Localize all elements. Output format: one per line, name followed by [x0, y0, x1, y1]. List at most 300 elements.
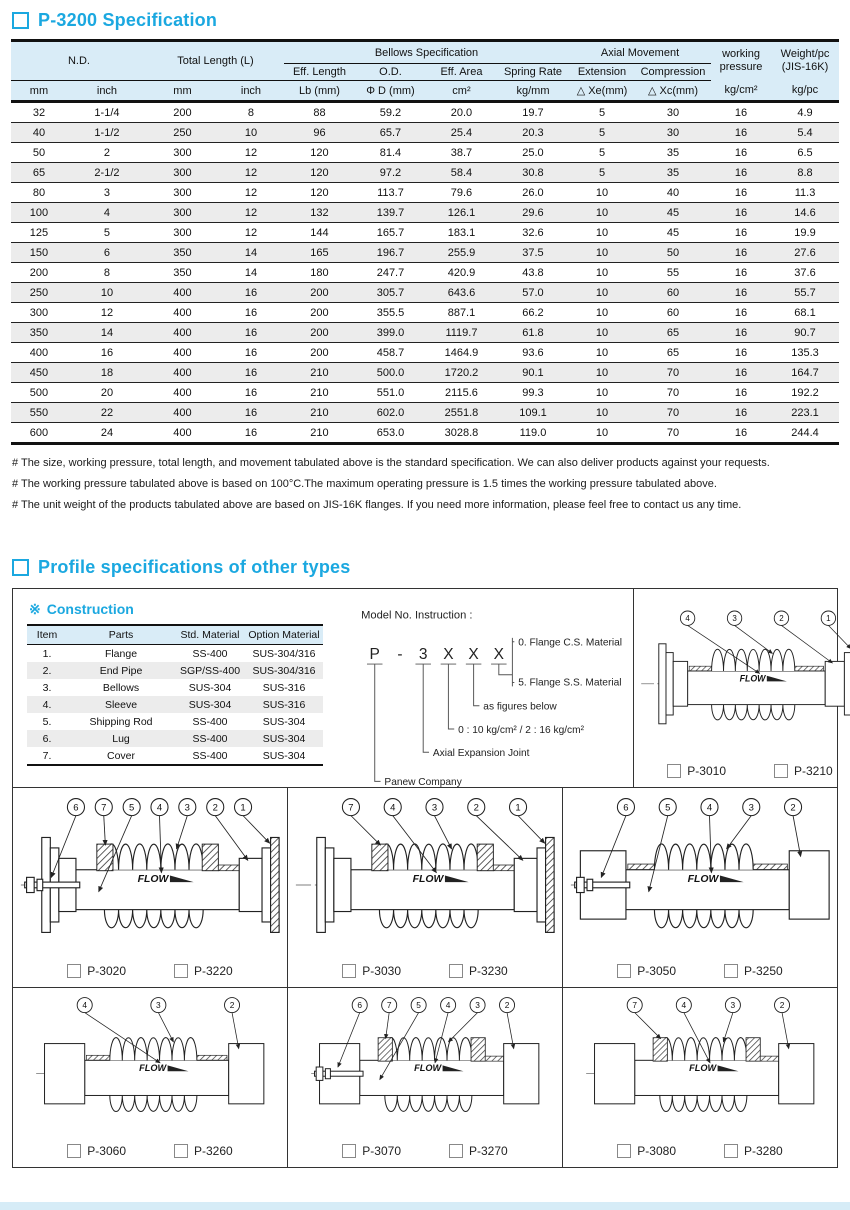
- table-cell: 1-1/2: [67, 123, 147, 143]
- table-cell: 14: [67, 323, 147, 343]
- table-cell: 5: [67, 223, 147, 243]
- right-pipe: [229, 1044, 264, 1104]
- model-option: [617, 1144, 676, 1158]
- table-cell: 35: [635, 143, 711, 163]
- table-cell: 7.: [42, 749, 52, 762]
- table-cell: 500.0: [355, 363, 426, 383]
- table-cell: 68.1: [771, 303, 839, 323]
- left-pipe: [334, 858, 351, 911]
- callout-number: 6: [73, 802, 79, 814]
- unit-cell: kg/cm²: [711, 81, 771, 102]
- table-cell: 355.5: [355, 303, 426, 323]
- callout-number: 2: [779, 614, 784, 623]
- svg-text:as figures below: as figures below: [483, 701, 557, 713]
- bellows-lower: [379, 910, 478, 928]
- model-checkbox[interactable]: [617, 1144, 631, 1158]
- table-cell: 1464.9: [426, 343, 497, 363]
- table-cell: 11.3: [771, 183, 839, 203]
- joint-drawing: [17, 990, 283, 1139]
- footnote: # The working pressure tabulated above is based on 100°C.The maximum operating pressure is 1.5 times the working pressure tabulated above.: [12, 478, 717, 490]
- table-cell: 400: [147, 423, 218, 444]
- table-cell: 5.: [42, 715, 52, 728]
- table-cell: SGP/SS-400: [179, 664, 241, 677]
- table-cell: 70: [635, 403, 711, 423]
- table-cell: 653.0: [355, 423, 426, 444]
- col-group-axial: Axial Movement: [569, 41, 711, 64]
- table-cell: 35: [635, 163, 711, 183]
- model-checkbox[interactable]: [67, 1144, 81, 1158]
- table-cell: 2: [67, 143, 147, 163]
- table-cell: 200: [11, 263, 67, 283]
- drawing-panel: [633, 589, 850, 787]
- table-cell: 45: [635, 203, 711, 223]
- table-cell: 400: [11, 343, 67, 363]
- rod-nut: [316, 1067, 323, 1080]
- table-cell: 300: [11, 303, 67, 323]
- col-weight: Weight/pc (JIS-16K): [771, 41, 839, 81]
- svg-text:X: X: [493, 646, 504, 664]
- table-cell: 37.6: [771, 263, 839, 283]
- table-cell: 16: [711, 303, 771, 323]
- table-cell: 90.7: [771, 323, 839, 343]
- table-cell: 16: [218, 363, 284, 383]
- rod-nut: [37, 879, 43, 890]
- right-pipe: [825, 661, 844, 706]
- unit-cell: Lb (mm): [284, 81, 355, 102]
- construction-heading: ※ Construction: [29, 601, 134, 617]
- table-cell: 8: [67, 263, 147, 283]
- table-cell: 550: [11, 403, 67, 423]
- model-label: P-3010: [687, 764, 726, 778]
- table-cell: 20: [67, 383, 147, 403]
- unit-cell: kg/mm: [497, 81, 569, 102]
- model-instruction-block: [339, 599, 629, 787]
- table-cell: 20.3: [497, 123, 569, 143]
- table-cell: 30: [635, 123, 711, 143]
- col-group-bellows: Bellows Specification: [284, 41, 569, 64]
- joint-drawing: [567, 990, 833, 1139]
- table-cell: 10: [569, 363, 635, 383]
- table-cell: 40: [11, 123, 67, 143]
- model-option: [449, 964, 508, 978]
- model-option: [724, 1144, 783, 1158]
- table-cell: 5: [569, 163, 635, 183]
- model-option: [449, 1144, 508, 1158]
- table-cell: 400: [147, 363, 218, 383]
- rod-nut: [325, 1069, 330, 1079]
- callout-number: 4: [390, 802, 396, 814]
- table-cell: 8: [218, 102, 284, 123]
- model-checkbox[interactable]: [449, 1144, 463, 1158]
- table-cell: 16: [711, 403, 771, 423]
- table-cell: 109.1: [497, 403, 569, 423]
- table-cell: 210: [284, 403, 355, 423]
- table-cell: 14.6: [771, 203, 839, 223]
- table-row: [27, 679, 323, 696]
- table-cell: 420.9: [426, 263, 497, 283]
- table-cell: 458.7: [355, 343, 426, 363]
- cover-band: [485, 1056, 503, 1061]
- col-eff-length: Eff. Length: [284, 64, 355, 81]
- table-cell: 400: [147, 303, 218, 323]
- table-cell: 80: [11, 183, 67, 203]
- table-row: [11, 143, 839, 163]
- unit-cell: kg/pc: [771, 81, 839, 102]
- table-cell: 55: [635, 263, 711, 283]
- table-row: [27, 662, 323, 679]
- col-eff-area: Eff. Area: [426, 64, 497, 81]
- table-row: [11, 223, 839, 243]
- callout-number: 7: [386, 999, 392, 1010]
- square-bullet-icon: [12, 12, 29, 29]
- model-label: P-3050: [637, 964, 676, 978]
- table-cell: 350: [11, 323, 67, 343]
- model-checkbox[interactable]: [617, 964, 631, 978]
- model-checkbox[interactable]: [449, 964, 463, 978]
- cover-collar-left: [372, 844, 388, 871]
- table-cell: 2115.6: [426, 383, 497, 403]
- table-cell: 10: [569, 283, 635, 303]
- model-label: P-3080: [637, 1144, 676, 1158]
- svg-text:X: X: [468, 646, 479, 664]
- callout-number: 6: [357, 999, 363, 1010]
- flow-label: FLOW: [689, 1063, 717, 1074]
- table-cell: Bellows: [102, 681, 140, 694]
- model-checkbox[interactable]: [724, 964, 738, 978]
- table-cell: SS-400: [192, 715, 228, 728]
- page-title: [12, 10, 850, 31]
- bellows-upper: [654, 844, 753, 870]
- table-cell: 5: [569, 123, 635, 143]
- table-cell: 16: [218, 283, 284, 303]
- flow-label: FLOW: [137, 874, 169, 886]
- table-cell: 305.7: [355, 283, 426, 303]
- left-pipe: [45, 1044, 85, 1104]
- table-cell: 10: [218, 123, 284, 143]
- cover-collar-right: [746, 1038, 760, 1061]
- table-cell: 32.6: [497, 223, 569, 243]
- model-label: P-3030: [362, 964, 401, 978]
- model-checkbox[interactable]: [67, 964, 81, 978]
- table-cell: 12: [218, 143, 284, 163]
- table-cell: 16: [711, 363, 771, 383]
- right-pipe: [239, 858, 262, 911]
- table-cell: 600: [11, 423, 67, 444]
- table-cell: 16: [218, 303, 284, 323]
- table-row: [11, 263, 839, 283]
- right-pipe: [779, 1044, 814, 1104]
- col-spring-rate: Spring Rate: [497, 64, 569, 81]
- table-cell: 37.5: [497, 243, 569, 263]
- table-cell: 200: [147, 102, 218, 123]
- table-cell: 1-1/4: [67, 102, 147, 123]
- table-cell: 200: [284, 323, 355, 343]
- svg-text:Panew Company: Panew Company: [384, 777, 462, 789]
- model-label: P-3230: [469, 964, 508, 978]
- model-checkbox[interactable]: [342, 964, 356, 978]
- table-cell: 602.0: [355, 403, 426, 423]
- drawing-panel: [287, 788, 562, 987]
- callout-number: 4: [706, 802, 713, 814]
- table-cell: 6: [67, 243, 147, 263]
- model-label: P-3260: [194, 1144, 233, 1158]
- model-label: P-3210: [794, 764, 833, 778]
- square-bullet-icon: [12, 559, 29, 576]
- table-cell: SUS-304: [188, 698, 232, 711]
- table-cell: 50: [11, 143, 67, 163]
- left-pipe: [673, 661, 687, 706]
- table-cell: 30.8: [497, 163, 569, 183]
- table-cell: 32: [11, 102, 67, 123]
- table-cell: 55.7: [771, 283, 839, 303]
- table-row: [11, 383, 839, 403]
- model-checkbox[interactable]: [174, 1144, 188, 1158]
- table-row: [11, 323, 839, 343]
- cover-collar-left: [653, 1038, 667, 1061]
- table-cell: 20.0: [426, 102, 497, 123]
- table-cell: 16: [711, 343, 771, 363]
- callout-number: 2: [212, 802, 218, 814]
- spec-table-header: [11, 41, 839, 102]
- left-pipe: [595, 1044, 635, 1104]
- table-cell: 19.7: [497, 102, 569, 123]
- col-od: O.D.: [355, 64, 426, 81]
- table-cell: 10: [569, 183, 635, 203]
- drawing-panel: [287, 988, 562, 1167]
- footnote: # The unit weight of the products tabulated above are based on JIS-16K flanges. If you need more information, please feel free to contact us any time.: [12, 499, 742, 511]
- table-cell: 65: [11, 163, 67, 183]
- model-checkbox[interactable]: [724, 1144, 738, 1158]
- table-row: [11, 243, 839, 263]
- table-cell: 6.: [42, 732, 52, 745]
- drawing-panel: [562, 788, 837, 987]
- model-option: [342, 964, 401, 978]
- table-cell: 24: [67, 423, 147, 444]
- table-cell: 210: [284, 383, 355, 403]
- table-cell: 12: [67, 303, 147, 323]
- cover-collar-left: [97, 844, 113, 871]
- model-label: P-3270: [469, 1144, 508, 1158]
- table-cell: 16: [711, 323, 771, 343]
- unit-cell: △ Xc(mm): [635, 81, 711, 102]
- table-cell: 125: [11, 223, 67, 243]
- table-cell: SS-400: [192, 647, 228, 660]
- table-cell: 551.0: [355, 383, 426, 403]
- table-cell: 59.2: [355, 102, 426, 123]
- table-cell: 2.: [42, 664, 52, 677]
- reference-mark-icon: ※: [29, 601, 41, 617]
- construction-and-model-cell: [13, 589, 633, 787]
- table-row: [27, 696, 323, 713]
- table-cell: 29.6: [497, 203, 569, 223]
- table-cell: 10: [569, 303, 635, 323]
- profile-grid: [12, 588, 838, 1168]
- table-cell: 16: [218, 383, 284, 403]
- table-cell: 16: [218, 403, 284, 423]
- bellows-upper: [712, 649, 795, 671]
- page-bottom-band: [0, 1202, 850, 1210]
- table-cell: 255.9: [426, 243, 497, 263]
- left-flange: [317, 837, 326, 932]
- flow-label: FLOW: [739, 673, 766, 684]
- left-flange: [659, 644, 666, 724]
- table-cell: 120: [284, 183, 355, 203]
- model-option: [174, 1144, 233, 1158]
- table-cell: 400: [147, 283, 218, 303]
- table-cell: 450: [11, 363, 67, 383]
- model-no-instruction-diagram: [357, 603, 629, 793]
- table-cell: 16: [711, 163, 771, 183]
- table-cell: 139.7: [355, 203, 426, 223]
- model-option: [342, 1144, 401, 1158]
- table-row: [27, 730, 323, 747]
- svg-text:0 : 10 kg/cm² / 2 : 16 kg/cm²: 0 : 10 kg/cm² / 2 : 16 kg/cm²: [458, 724, 584, 736]
- table-cell: 30: [635, 102, 711, 123]
- table-cell: 6.5: [771, 143, 839, 163]
- spec-table: [11, 39, 839, 445]
- table-cell: 70: [635, 383, 711, 403]
- table-cell: 66.2: [497, 303, 569, 323]
- unit-cell: mm: [11, 81, 67, 102]
- table-cell: 16: [711, 203, 771, 223]
- spec-table-body: [11, 102, 839, 444]
- table-cell: 135.3: [771, 343, 839, 363]
- table-cell: SUS-304: [262, 715, 306, 728]
- table-cell: 19.9: [771, 223, 839, 243]
- table-row: [11, 203, 839, 223]
- model-option: [67, 1144, 126, 1158]
- drawing-panel: [13, 988, 287, 1167]
- drawing-panel: [562, 988, 837, 1167]
- table-cell: 192.2: [771, 383, 839, 403]
- table-cell: 3: [67, 183, 147, 203]
- table-row: [11, 163, 839, 183]
- model-option: [67, 964, 126, 978]
- model-checkbox[interactable]: [174, 964, 188, 978]
- callout-number: 3: [184, 802, 190, 814]
- table-cell: SUS-316: [262, 681, 306, 694]
- footnote: # The size, working pressure, total length, and movement tabulated above is the standard specification. We can also deliver products against your requests.: [12, 457, 770, 469]
- section2-title-text: Profile specifications of other types: [38, 557, 351, 577]
- construction-block: [27, 599, 339, 787]
- table-cell: 70: [635, 363, 711, 383]
- model-label: P-3280: [744, 1144, 783, 1158]
- cover-band: [493, 865, 514, 871]
- table-cell: 16: [711, 423, 771, 444]
- bellows-upper: [660, 1038, 747, 1061]
- table-row: [27, 645, 323, 663]
- table-cell: 5: [569, 102, 635, 123]
- table-cell: 99.3: [497, 383, 569, 403]
- callout-number: 7: [348, 802, 354, 814]
- table-cell: 12: [218, 223, 284, 243]
- joint-drawing: [17, 790, 283, 959]
- model-checkbox[interactable]: [774, 764, 788, 778]
- table-cell: 2551.8: [426, 403, 497, 423]
- section2-title: [12, 557, 850, 578]
- model-option: [667, 764, 726, 778]
- unit-cell: inch: [218, 81, 284, 102]
- model-label: P-3060: [87, 1144, 126, 1158]
- table-cell: 16: [711, 123, 771, 143]
- cover-collar-left: [378, 1038, 392, 1061]
- table-row: [11, 403, 839, 423]
- table-cell: 183.1: [426, 223, 497, 243]
- table-cell: SS-400: [192, 749, 228, 762]
- table-cell: 38.7: [426, 143, 497, 163]
- table-cell: 88: [284, 102, 355, 123]
- col-extension: Extension: [569, 64, 635, 81]
- table-cell: 210: [284, 423, 355, 444]
- table-cell: 16: [218, 323, 284, 343]
- table-cell: 4.: [42, 698, 52, 711]
- table-cell: SUS-304: [188, 681, 232, 694]
- table-row: [11, 283, 839, 303]
- bellows-lower: [654, 910, 753, 928]
- table-cell: 300: [147, 143, 218, 163]
- callout-number: 2: [229, 999, 235, 1010]
- table-cell: 16: [711, 283, 771, 303]
- right-flange: [546, 837, 555, 932]
- table-cell: 399.0: [355, 323, 426, 343]
- callout-number: 7: [632, 999, 638, 1010]
- model-checkbox[interactable]: [667, 764, 681, 778]
- svg-text:-: -: [397, 646, 403, 664]
- table-cell: 164.7: [771, 363, 839, 383]
- svg-text:P: P: [369, 646, 380, 664]
- panel-labels: [17, 1139, 283, 1163]
- table-cell: SUS-304/316: [252, 664, 316, 677]
- table-cell: 16: [711, 243, 771, 263]
- table-cell: 1720.2: [426, 363, 497, 383]
- callout-number: 2: [790, 802, 796, 814]
- table-cell: 16: [711, 263, 771, 283]
- construction-table: [27, 624, 323, 766]
- table-row: [27, 713, 323, 730]
- panel-labels: [17, 959, 283, 983]
- constr-col-option: Option Material: [245, 625, 323, 645]
- model-option: [617, 964, 676, 978]
- table-row: [11, 183, 839, 203]
- bellows-lower: [712, 705, 795, 720]
- table-cell: 10: [569, 403, 635, 423]
- table-cell: 65.7: [355, 123, 426, 143]
- callout-number: 5: [416, 999, 421, 1010]
- table-cell: 26.0: [497, 183, 569, 203]
- table-cell: 16: [711, 143, 771, 163]
- table-cell: Flange: [104, 647, 138, 660]
- table-cell: 10: [569, 323, 635, 343]
- table-row: [11, 303, 839, 323]
- right-pipe: [504, 1044, 539, 1104]
- table-cell: 126.1: [426, 203, 497, 223]
- table-cell: Lug: [112, 732, 130, 745]
- table-cell: 27.6: [771, 243, 839, 263]
- table-cell: 200: [284, 303, 355, 323]
- constr-col-item: Item: [27, 625, 67, 645]
- table-cell: 25.0: [497, 143, 569, 163]
- table-cell: 50: [635, 243, 711, 263]
- col-compression: Compression: [635, 64, 711, 81]
- table-cell: 10: [569, 263, 635, 283]
- model-label: P-3020: [87, 964, 126, 978]
- construction-table-body: [27, 645, 323, 766]
- model-checkbox[interactable]: [342, 1144, 356, 1158]
- svg-text:3: 3: [418, 646, 428, 664]
- callout-number: 4: [82, 999, 88, 1010]
- callout-number: 4: [445, 999, 451, 1010]
- panel-labels: [292, 959, 558, 983]
